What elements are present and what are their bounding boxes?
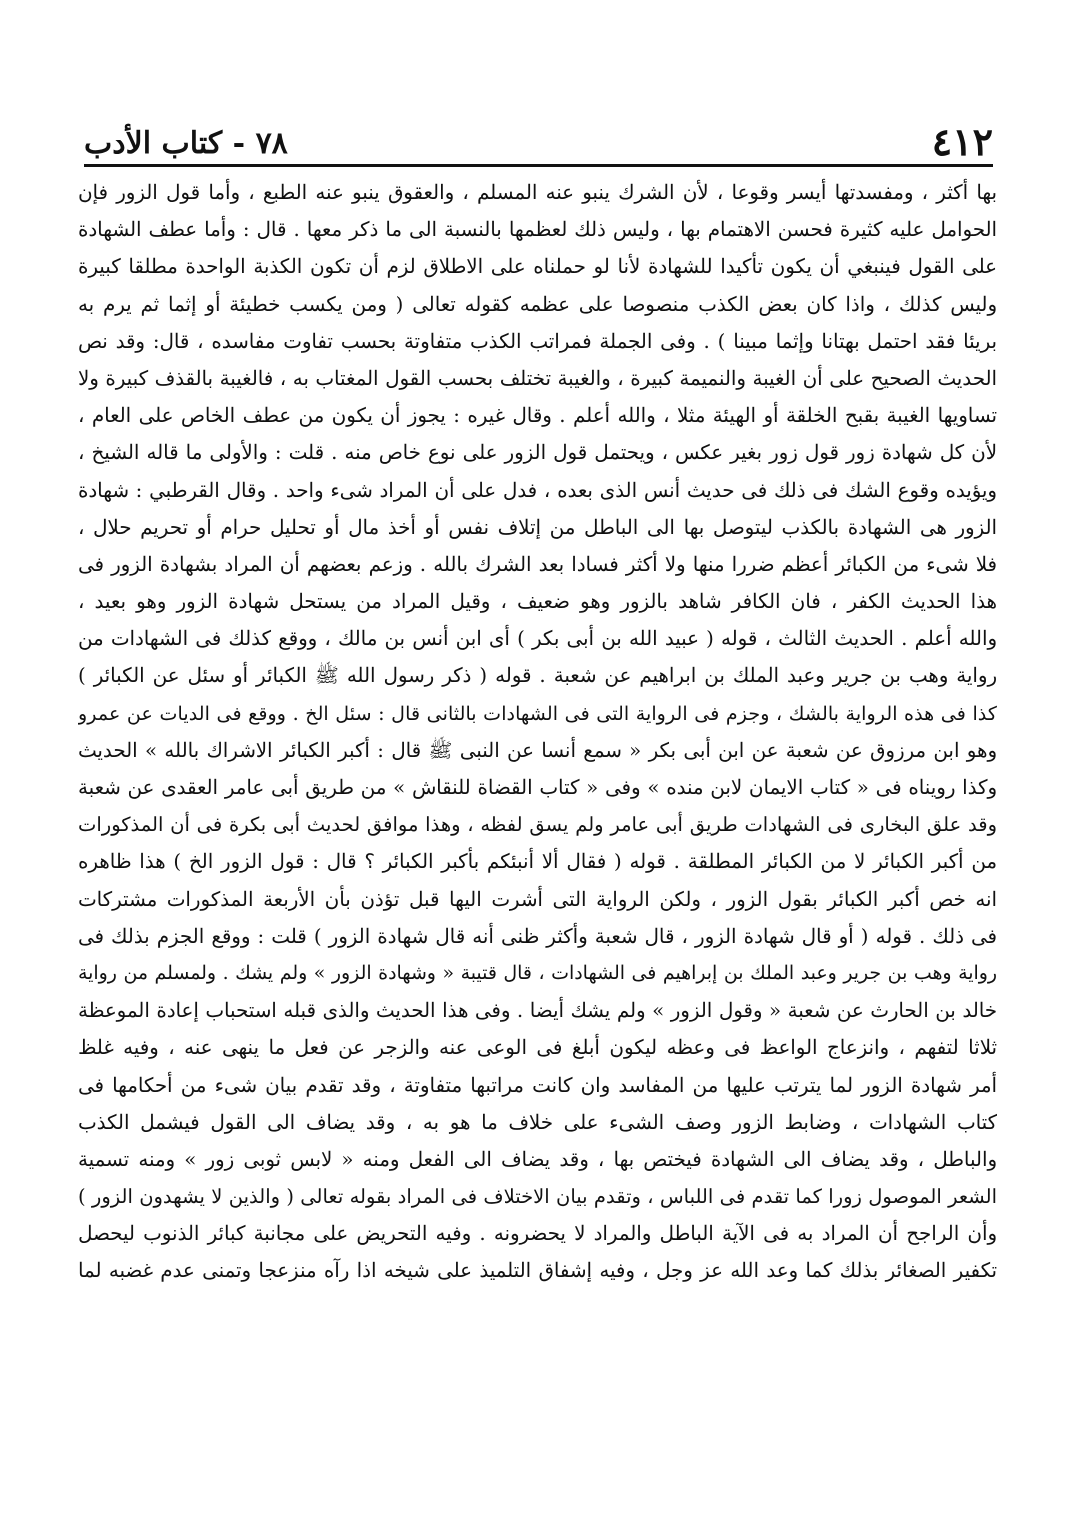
text-line: كذا فى هذه الرواية بالشك ، وجزم فى الرواية التى فى الشهادات بالثانى قال : سئل الخ . ووقع فى الديات عن عمرو [78, 701, 997, 725]
page-header [84, 112, 993, 167]
text-line: كتاب الشهادات ، وضابط الزور وصف الشىء على خلاف ما هو به ، وقد يضاف الى القول فيشمل الكذب [78, 1110, 997, 1134]
text-line: وقد علق البخارى فى الشهادات طريق أبى عامر ولم يسق لفظه ، وهذا موافق لحديث أبى بكرة فى أن المذكورات [78, 813, 997, 837]
text-line: انه خص أكبر الكبائر بقول الزور ، ولكن الرواية التى أشرت اليها قبل تؤذن بأن الأربعة المذكورات مشتركات [78, 887, 997, 911]
text-line: خالد بن الحارث عن شعبة « وقول الزور » ولم يشك أيضا . وفى هذا الحديث والذى قبله استحباب إعادة الموعظة [78, 999, 997, 1023]
text-line: من أكبر الكبائر لا من الكبائر المطلقة . قوله ( فقال ألا أنبئكم بأكبر الكبائر ؟ قال : قول الزور الخ ) هذا ظاهره [78, 850, 997, 874]
text-line [78, 1401, 997, 1438]
text-line: رواية وهب بن جرير وعبد الملك بن ابراهيم عن شعبة . قوله ( ذكر رسول الله ﷺ الكبائر أو سئل عن الكبائر ) [78, 664, 997, 688]
text-line: وهو ابن مرزوق عن شعبة عن ابن أبى بكر « سمع أنسا عن النبى ﷺ قال : أكبر الكبائر الاشراك بالله » الحديث [78, 738, 997, 762]
body-text [78, 174, 997, 1438]
text-line: تكفير الصغائر بذلك كما وعد الله عز وجل ، وفيه إشفاق التلميذ على شيخه اذا رآه منزعجا وتمنى عدم غضبه لما [78, 1259, 997, 1283]
text-line: بريئا فقد احتمل بهتانا وإثما مبينا ) . وفى الجملة فمراتب الكذب متفاوتة بحسب تفاوت مفاسده ، قال: وقد نص [78, 329, 997, 353]
text-line: وكذا رويناه فى « كتاب الايمان لابن منده » وفى « كتاب القضاة للنقاش » من طريق أبى عامر العقدى عن شعبة [78, 776, 997, 799]
text-line: أمر شهادة الزور لما يترتب عليها من المفاسد وان كانت مراتبها متفاوتة ، وقد تقدم بيان شىء من أحكامها فى [78, 1073, 997, 1097]
text-line: الشعر الموصول زورا كما تقدم فى اللباس ، وتقدم بيان الاختلاف فى المراد بقوله تعالى ( والذين لا يشهدون الزور ) [78, 1185, 997, 1209]
running-title: ٧٨ - كتاب الأدب [84, 126, 288, 161]
text-line: لأن كل شهادة زور قول زور بغير عكس ، ويحتمل قول الزور على نوع خاص منه . قلت : والأولى ما قاله الشيخ ، [78, 441, 997, 465]
text-line: هذا الحديث الكفر ، فان الكافر شاهد بالزور وهو ضعيف ، وقيل المراد من يستحل شهادة الزور وهو بعيد ، [78, 590, 997, 614]
text-line: على القول فينبغي أن يكون تأكيدا للشهادة لأنا لو حملناه على الاطلاق لزم أن تكون الكذبة الواحدة مطلقا كبيرة [78, 255, 997, 279]
text-line: وأن الراجح أن المراد به فى الآية الباطل والمراد لا يحضرونه . وفيه التحريض على مجانبة كبائر الذنوب ليحصل [78, 1222, 997, 1246]
text-line [78, 1327, 997, 1364]
page-number: ٤١٢ [931, 119, 993, 164]
text-line: بها أكثر ، ومفسدتها أيسر وقوعا ، لأن الشرك ينبو عنه المسلم ، والعقوق ينبو عنه الطبع ، وأما قول الزور فإن [78, 181, 997, 204]
text-line: فى ذلك . قوله ( أو قال شهادة الزور ، قال شعبة وأكثر ظنى أنه قال شهادة الزور ) قلت : ووقع الجزم بذلك فى [78, 924, 997, 948]
text-line: ثلاثا لتفهم ، وانزعاج الواعظ فى وعظه ليكون أبلغ فى الوعى عنه والزجر عن فعل ما ينهى عنه ، وفيه غلظ [78, 1036, 997, 1060]
text-line: ويؤيده وقوع الشك فى ذلك فى حديث أنس الذى بعده ، فدل على أن المراد شىء واحد . وقال القرطبي : شهادة [78, 478, 997, 502]
text-line: رواية وهب بن جرير وعبد الملك بن إبراهيم فى الشهادات ، قال قتيبة « وشهادة الزور » ولم يشك . ولمسلم من رواية [78, 961, 997, 984]
text-line: الحديث الصحيح على أن الغيبة والنميمة كبيرة ، والغيبة تختلف بحسب القول المغتاب به ، فالغيبة بالقذف كبيرة ولا [78, 366, 997, 390]
text-line [78, 1364, 997, 1401]
text-line: فلا شىء من الكبائر أعظم ضررا منها ولا أكثر فسادا بعد الشرك بالله . وزعم بعضهم أن المراد بشهادة الزور فى [78, 552, 997, 576]
text-line: والله أعلم . الحديث الثالث ، قوله ( عبيد الله بن أبى بكر ) أى ابن أنس بن مالك ، ووقع كذلك فى الشهادات من [78, 627, 997, 651]
text-line [78, 1290, 997, 1327]
text-line: والباطل ، وقد يضاف الى الشهادة فيختص بها ، وقد يضاف الى الفعل ومنه « لابس ثوبى زور » ومنه تسمية [78, 1147, 997, 1171]
text-line: وليس كذلك ، واذا كان بعض الكذب منصوصا على عظمه كقوله تعالى ( ومن يكسب خطيئة أو إثما ثم يرم به [78, 292, 997, 316]
text-line: تساويها الغيبة بقبح الخلقة أو الهيئة مثلا ، والله أعلم . وقال غيره : يجوز أن يكون من عطف الخاص على العام ، [78, 404, 997, 428]
text-line: الزور هى الشهادة بالكذب ليتوصل بها الى الباطل من إتلاف نفس أو أخذ مال أو تحليل حرام أو تحريم حلال ، [78, 515, 997, 539]
text-line: الحوامل عليه كثيرة فحسن الاهتمام بها ، وليس ذلك لعظمها بالنسبة الى ما ذكر معها . قال : وأما عطف الشهادة [78, 218, 997, 242]
